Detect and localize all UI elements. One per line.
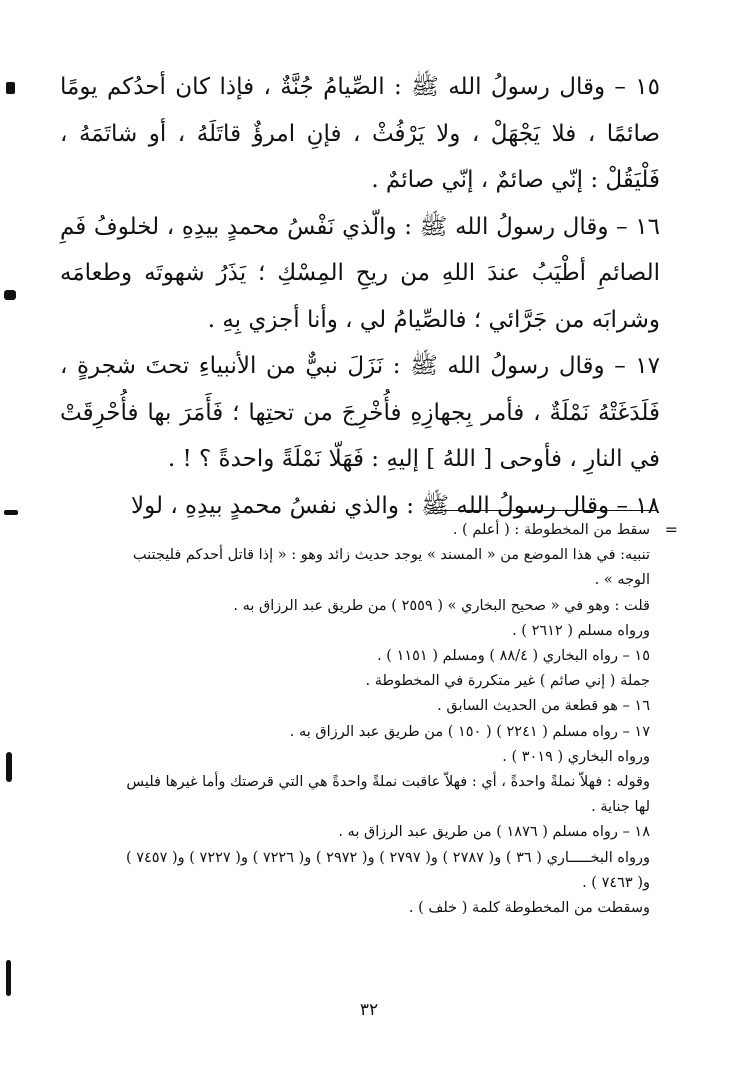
hadith-15: ١٥ – وقال رسولُ الله ﷺ : الصِّيامُ جُنَّةٌ ، فإذا كان أحدُكم يومًا صائمًا ، فلا يَجْهَلْ ، ولا يَرْفُثْ ، فإنِ امرؤٌ قاتَلَهُ ، أو شاتَمَهُ ، فَلْيَقُلْ : إنّي صائمٌ ، إنّي صائمٌ . [60,74,660,193]
hadith-17: ١٧ – وقال رسولُ الله ﷺ : نَزَلَ نبيٌّ من الأنبياءِ تحتَ شجرةٍ ، فَلَدَغَتْهُ نَمْلَةٌ ، فأمر بِجهازِهِ فأُخْرِجَ من تحتِها ؛ فَأَمَرَ بها فأُحْرِقَتْ في النارِ ، فأوحى [ اللهُ ] إليهِ : فَهَلّا نَمْلَةً واحدةً ؟ ! . [60,353,660,472]
footnote-line: ورواه البخـــــاري ( ٣٦ ) و( ٢٧٨٧ ) و( ٢٧٩٧ ) و( ٢٩٧٢ ) و( ٧٢٢٦ ) و( ٧٢٢٧ ) و( ٧٤٥٧ ) و( ٧٤٦٣ ) . [125,849,650,891]
footnote-line: تنبيه: في هذا الموضع من « المسند » يوجد حديث زائد وهو : « إذا قاتل أحدكم فليجتنب الوجه » . [132,547,650,589]
hadith-18: ١٨ – وقال رسولُ الله ﷺ : والذي نفسُ محمدٍ بيدِهِ ، لولا [131,492,660,519]
footnote-separator [430,510,658,511]
footnote-line: ١٨ – رواه مسلم ( ١٨٧٦ ) من طريق عبد الرزاق به . [338,824,650,841]
page-number: ٣٢ [359,1000,379,1020]
scan-mark [4,290,16,300]
main-text [60,64,660,529]
scan-mark [4,510,18,515]
hadith-16: ١٦ – وقال رسولُ الله ﷺ : والّذي نَفْسُ محمدٍ بيدِهِ ، لخلوفُ فَمِ الصائمِ أطْيَبُ عندَ اللهِ من ريحِ المِسْكِ ؛ يَذَرُ شهوتَه وطعامَه وشرابَه من جَرَّائي ؛ فالصِّيامُ لي ، وأنا أجزي بِهِ . [60,213,660,333]
footnotes [118,518,650,921]
footnote-line: ورواه البخاري ( ٣٠١٩ ) . [502,748,650,765]
scan-mark [6,82,15,94]
footnote-line: وسقطت من المخطوطة كلمة ( خلف ) . [408,900,650,917]
footnote-line: سقط من المخطوطة : ( أعلم ) . [452,522,650,538]
footnote-line: وقوله : فهلاّ نملةً واحدةً ، أي : فهلاّ عاقبت نملةً واحدةً هي التي قرصتك وأما غيرها فليس لها جناية . [126,774,650,816]
footnote-line: ورواه مسلم ( ٢٦١٢ ) . [512,622,650,639]
footnote-line: ١٦ – هو قطعة من الحديث السابق . [437,698,650,715]
scan-mark [6,752,12,782]
footnote-line: ١٧ – رواه مسلم ( ٢٢٤١ ) ( ١٥٠ ) من طريق عبد الرزاق به . [289,723,650,740]
footnote-continuation-marker: = [664,520,678,539]
scan-mark [6,960,11,996]
footnote-line: جملة ( إني صائم ) غير متكررة في المخطوطة . [365,673,650,690]
footnote-line: قلت : وهو في « صحيح البخاري » ( ٢٥٥٩ ) من طريق عبد الرزاق به . [233,597,650,614]
footnote-line: ١٥ – رواه البخاري ( ٨٨/٤ ) ومسلم ( ١١٥١ ) . [377,648,650,665]
